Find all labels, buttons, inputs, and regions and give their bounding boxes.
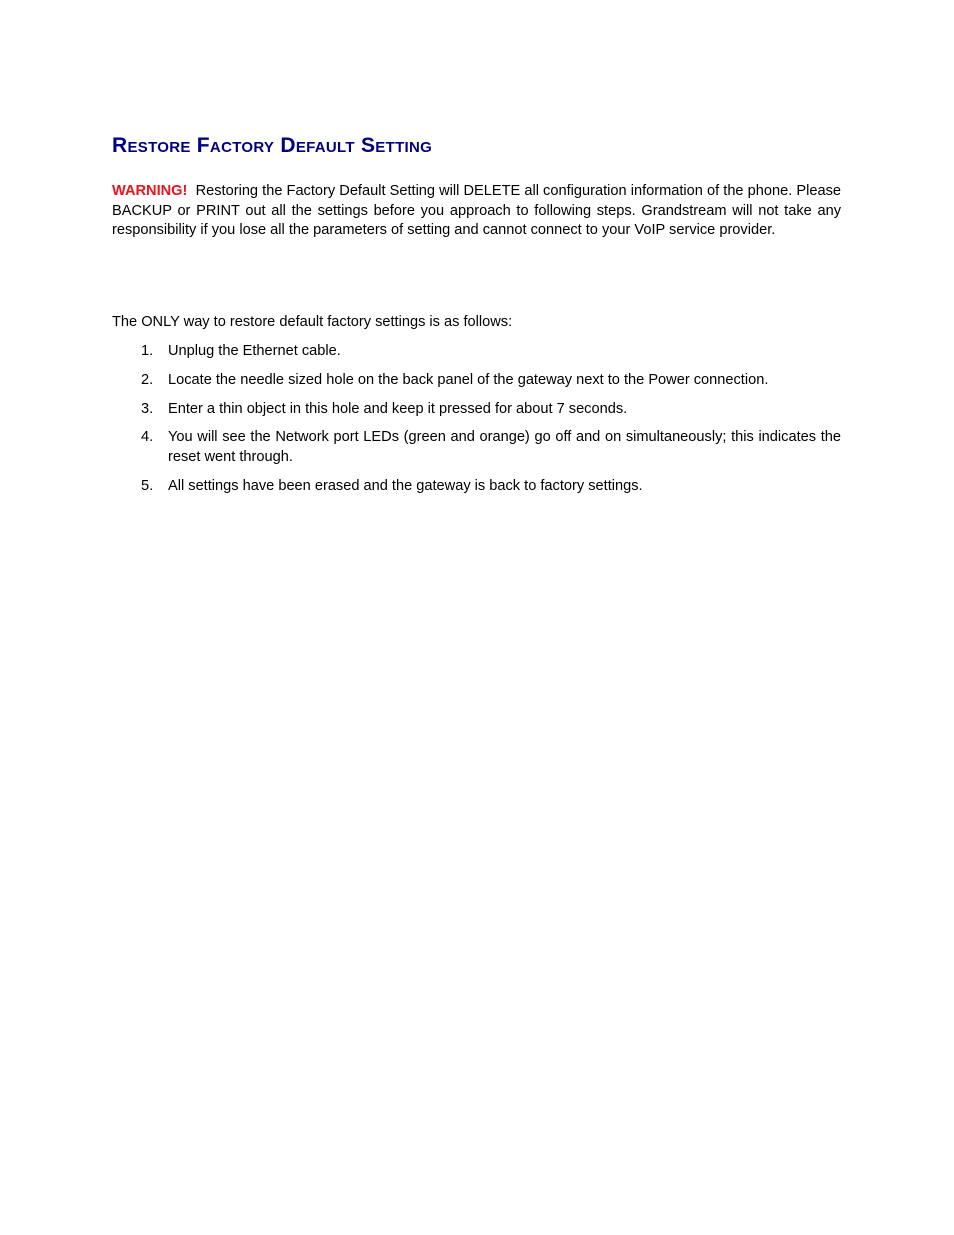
warning-label: WARNING! bbox=[112, 183, 188, 199]
list-item bbox=[112, 428, 841, 467]
intro-paragraph: The ONLY way to restore default factory settings is as follows: bbox=[112, 314, 513, 330]
step-number: 4. bbox=[141, 429, 154, 446]
step-number: 3. bbox=[141, 400, 154, 417]
warning-text: Restoring the Factory Default Setting will DELETE all configuration information of the phone. Please BACKUP or PRINT out all the settings before you approach to following steps. Grandstream will not take any responsibility if you lose all the parameters of setting and cannot connect to your VoIP service provider. bbox=[112, 183, 841, 239]
list-item bbox=[112, 477, 841, 497]
list-item bbox=[112, 371, 841, 391]
step-text: You will see the Network port LEDs (green and orange) go off and on simultaneously; this indicates the reset went through. bbox=[168, 429, 841, 465]
step-number: 2. bbox=[141, 371, 154, 388]
step-text: Unplug the Ethernet cable. bbox=[168, 343, 341, 359]
list-item bbox=[112, 342, 841, 362]
list-item bbox=[112, 400, 841, 420]
section-heading: Restore Factory Default Setting bbox=[112, 134, 433, 157]
warning-paragraph bbox=[112, 182, 841, 241]
step-text: Locate the needle sized hole on the back panel of the gateway next to the Power connection. bbox=[168, 371, 769, 388]
step-text: All settings have been erased and the gateway is back to factory settings. bbox=[168, 477, 643, 494]
step-number: 5. bbox=[141, 477, 154, 494]
step-number: 1. bbox=[141, 343, 154, 359]
step-text: Enter a thin object in this hole and keep it pressed for about 7 seconds. bbox=[168, 400, 628, 417]
steps-list bbox=[112, 342, 841, 506]
